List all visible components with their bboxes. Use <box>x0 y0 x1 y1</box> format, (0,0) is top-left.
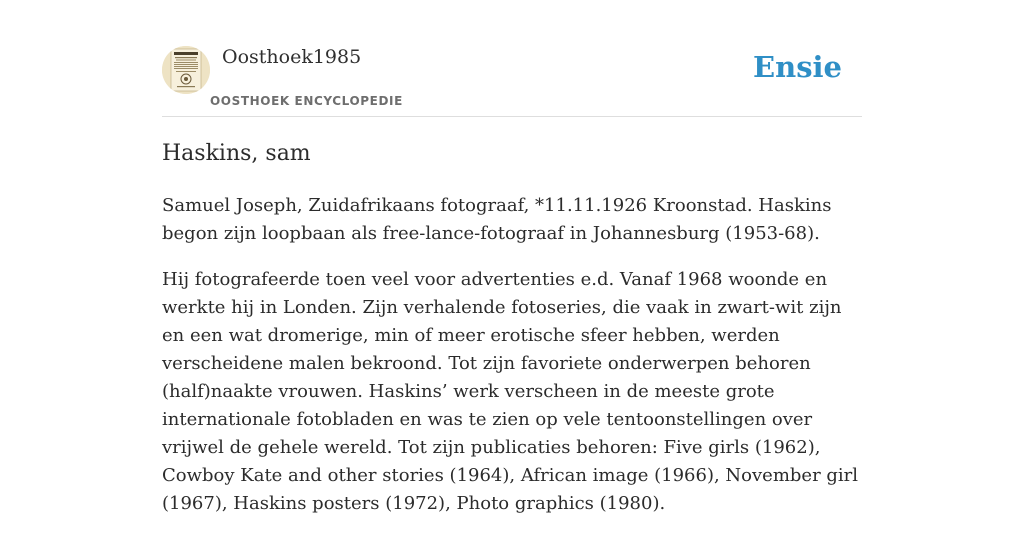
author-name[interactable]: Oosthoek1985 <box>222 46 362 68</box>
article-title: Haskins, sam <box>162 141 311 166</box>
article-paragraph: Hij fotografeerde toen veel voor advertenties e.d. Vanaf 1968 woonde en werkte hij in Londen. Zijn verhalende fotoseries, die vaak in zwart-wit zijn en een wat dromerige, min of meer erotische sfeer hebben, werden verscheidene malen bekroond. Tot zijn favoriete onderwerpen behoren (half)naakte vrouwen. Haskins’ werk verscheen in de meeste grote internationale fotobladen en was te zien op vele tentoonstellingen over vrijwel de gehele wereld. Tot zijn publicaties behoren: Five girls (1962), Cowboy Kate and other stories (1964), African image (1966), November girl (1967), Haskins posters (1972), Photo graphics (1980). <box>162 269 859 514</box>
encyclopedia-title-page-icon <box>162 46 210 94</box>
ensie-logo[interactable]: Ensie <box>753 50 842 84</box>
author-avatar[interactable] <box>162 46 210 94</box>
source-label[interactable]: OOSTHOEK ENCYCLOPEDIE <box>210 94 403 108</box>
page-header <box>162 44 862 117</box>
article-body <box>162 192 866 536</box>
article-paragraph: Samuel Joseph, Zuidafrikaans fotograaf, *11.11.1926 Kroonstad. Haskins begon zijn loopbaan als free-lance-fotograaf in Johannesburg (1953-68). <box>162 195 832 244</box>
